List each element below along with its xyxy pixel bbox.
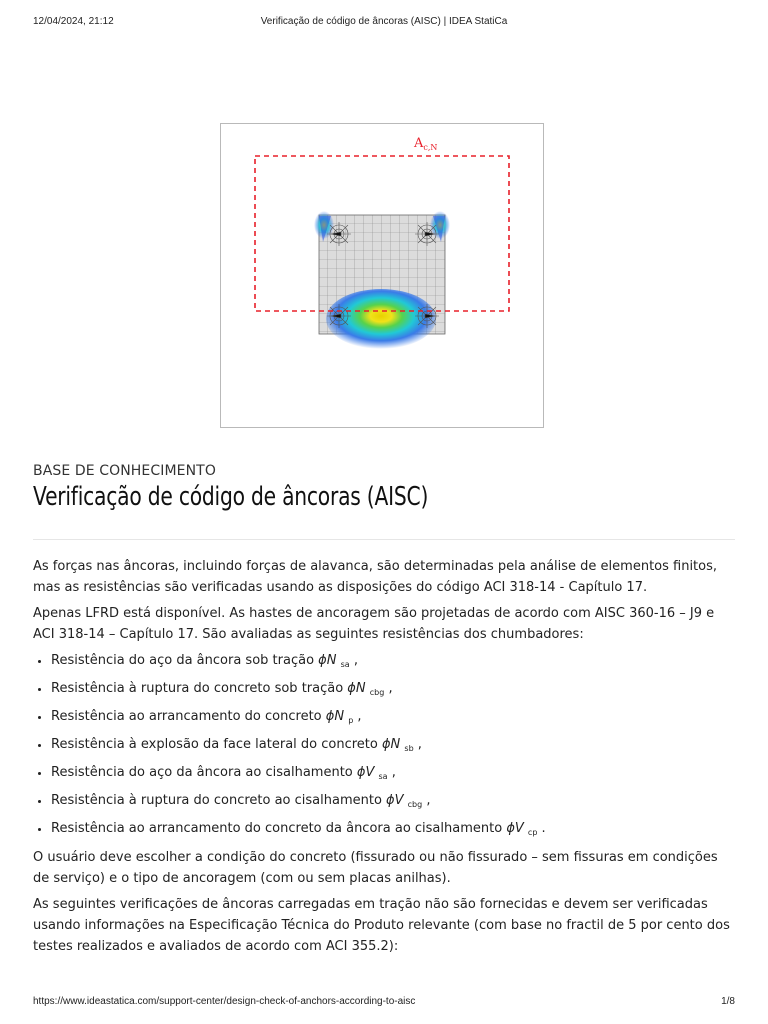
page-url: https://www.ideastatica.com/support-center/design-check-of-anchors-according-to-aisc (33, 996, 416, 1007)
article-body (33, 556, 737, 962)
list-item: • Resistência do aço da âncora ao cisalhamento ϕV $_{sa}$ , (51, 762, 737, 787)
projected-area-label: $A_{c,N}$ (414, 136, 438, 152)
list-item: • Resistência à ruptura do concreto ao cisalhamento ϕV $_{cbg}$ , (51, 790, 737, 815)
resistance-list (33, 650, 737, 843)
list-item: • Resistência à ruptura do concreto sob tração ϕN $_{cbg}$ , (51, 678, 737, 703)
print-datetime: 12/04/2024, 21:12 (33, 16, 114, 27)
fem-anchor-illustration (221, 124, 543, 427)
print-document-title: Verificação de código de âncoras (AISC) | IDEA StatiCa (260, 16, 508, 27)
page-number: 1/8 (721, 996, 735, 1007)
anchor-projected-area-figure (220, 123, 544, 428)
print-footer (0, 996, 768, 1010)
list-item: • Resistência ao arrancamento do concreto da âncora ao cisalhamento ϕV $_{cp}$ . (51, 818, 737, 843)
list-item: • Resistência ao arrancamento do concreto ϕN $_p$ , (51, 706, 737, 731)
list-item: • Resistência do aço da âncora sob tração ϕN $_{sa}$ , (51, 650, 737, 675)
paragraph: As seguintes verificações de âncoras carregadas em tração não são fornecidas e devem ser verificadas usando informações na Especificação Técnica do Produto relevante (com base no fractil de 5 por cento dos testes realizados e avaliados de acordo com ACI 355.2): (33, 897, 730, 954)
category-label: BASE DE CONHECIMENTO (33, 463, 216, 479)
page-title: Verificação de código de âncoras (AISC) (33, 482, 429, 512)
list-item: • Resistência à explosão da face lateral do concreto ϕN $_{sb}$ , (51, 734, 737, 759)
divider (33, 539, 735, 540)
paragraph: As forças nas âncoras, incluindo forças de alavanca, são determinadas pela análise de elementos finitos, mas as resistências são verificadas usando as disposições do código ACI 318-14 - Capítulo 17. (33, 559, 718, 595)
paragraph: Apenas LFRD está disponível. As hastes de ancoragem são projetadas de acordo com AISC 360-16 – J9 e ACI 318-14 – Capítulo 17. São avaliadas as seguintes resistências dos chumbadores: (33, 606, 715, 642)
paragraph: O usuário deve escolher a condição do concreto (fissurado ou não fissurado – sem fissuras em condições de serviço) e o tipo de ancoragem (com ou sem placas anilhas). (33, 850, 718, 886)
print-header (0, 16, 768, 30)
